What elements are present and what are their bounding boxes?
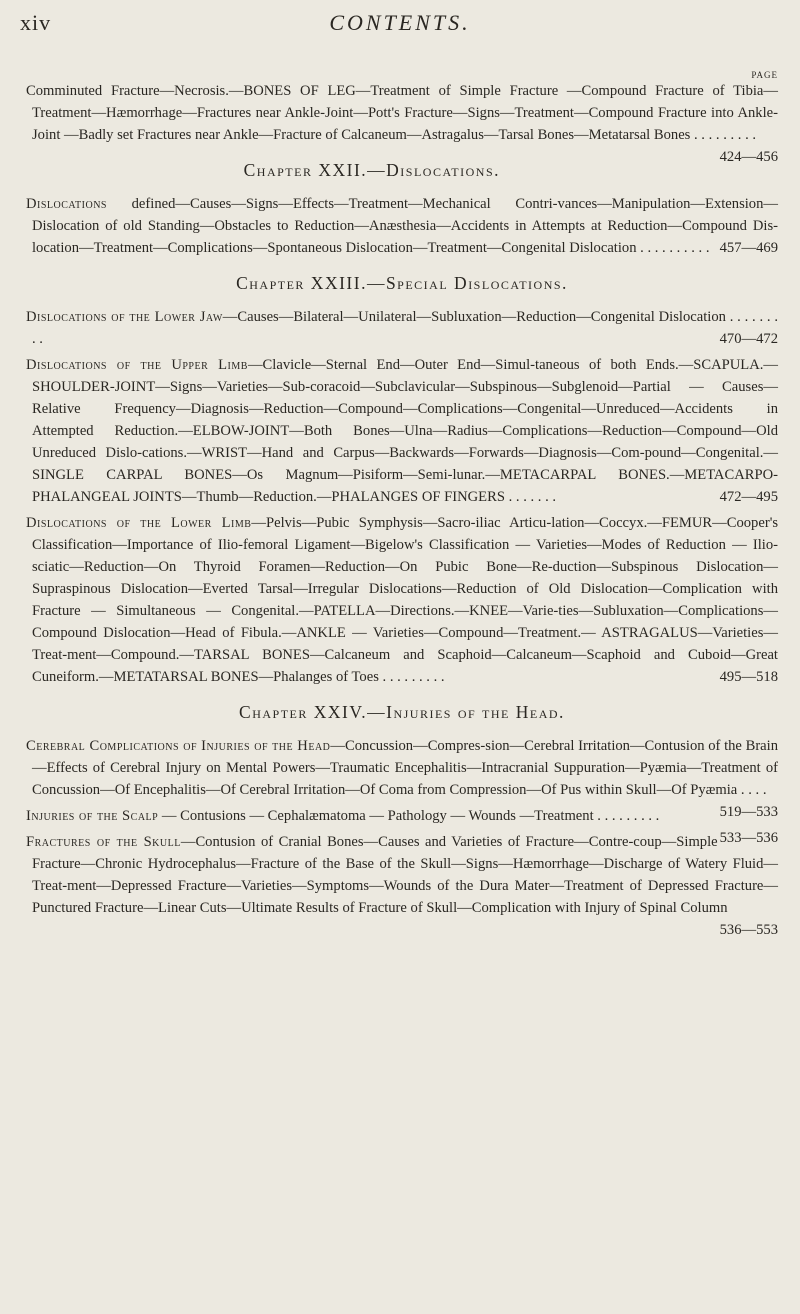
- entry-lead: Dislocations of the Lower Jaw: [26, 309, 223, 325]
- entry-lead: Dislocations: [26, 196, 107, 212]
- chapter-heading-23: Chapter XXIII.—Special Dislocations.: [236, 273, 568, 293]
- entry-pages: 495—518: [719, 669, 778, 685]
- contents-body: [26, 80, 778, 941]
- entry-text: defined—Causes—Signs—Effects—Treatment—Mechanical Contri-vances—Manipulation—Extension—Dislocation of old Standing—Obstacles to Reduction—Anæsthesia—Accidents in Attempts at Reduction—Compound Dis-location—Treatment—Complications—Spontaneous Dislocation—Treatment—Congenital Dislocation . . . . . . . . . .: [32, 196, 778, 256]
- chapter-heading-22: Chapter XXII.—Dislocations.: [243, 160, 500, 180]
- entry-pages: 472—495: [719, 489, 778, 505]
- entry-lead: Dislocations of the Upper Limb: [26, 357, 248, 373]
- entry-pages: 536—553: [719, 922, 778, 938]
- entry-text: — Contusions — Cephalæmatoma — Pathology — Wounds —Treatment . . . . . . . . .: [158, 808, 660, 824]
- entry-pages: 470—472: [719, 331, 778, 347]
- toc-entry-skull: [26, 831, 778, 938]
- entry-text: Comminuted Fracture—Necrosis.—BONES OF LEG—Treatment of Simple Fracture —Compound Fracture of Tibia—Treatment—Hæmorrhage—Fractures near Ankle-Joint—Pott's Fracture—Signs—Treatment—Compound Fracture into Ankle-Joint —Badly set Fractures near Ankle—Fracture of Calcaneum—Astragalus—Tarsal Bones—Metatarsal Bones . . . . . . . . .: [26, 83, 778, 143]
- page-header: [20, 6, 780, 46]
- entry-pages: 424—456: [719, 149, 778, 165]
- chapter-heading-24: Chapter XXIV.—Injuries of the Head.: [239, 702, 565, 722]
- toc-entry-upper-limb: [26, 354, 778, 508]
- entry-lead: Cerebral Complications of Injuries of the Head: [26, 738, 331, 754]
- entry-text: —Contusion of Cranial Bones—Causes and Varieties of Fracture—Contre-coup—Simple Fracture—Chronic Hydrocephalus—Fracture of the Base of the Skull—Signs—Hæmorrhage—Discharge of Watery Fluid—Treat-ment—Depressed Fracture—Varieties—Symptoms—Wounds of the Dura Mater—Treatment of Depressed Fracture—Punctured Fracture—Linear Cuts—Ultimate Results of Fracture of Skull—Complication with Injury of Spinal Column: [32, 834, 778, 916]
- folio-number: xiv: [20, 10, 52, 35]
- toc-entry-lower-jaw: [26, 306, 778, 350]
- entry-lead: Dislocations of the Lower Limb: [26, 515, 252, 531]
- entry-lead: Fractures of the Skull: [26, 834, 181, 850]
- entry-text: —Concussion—Compres-sion—Cerebral Irritation—Contusion of the Brain—Effects of Cerebral Injury on Mental Powers—Traumatic Encephalitis—Intracranial Suppuration—Pyæmia—Treatment of Concussion—Of Encephalitis—Of Cerebral Irritation—Of Coma from Compression—Of Pus within Skull—Of Pyæmia . . . .: [32, 738, 779, 798]
- toc-entry-dislocations: [26, 193, 778, 259]
- page-column-label: PAGE: [751, 70, 778, 80]
- entry-lead: Injuries of the Scalp: [26, 808, 159, 824]
- entry-text: —Pelvis—Pubic Symphysis—Sacro-iliac Articu-lation—Coccyx.—FEMUR—Cooper's Classification—Importance of Ilio-femoral Ligament—Bigelow's Classification — Varieties—Modes of Reduction — Ilio-sciatic—Reduction—On Thyroid Foramen—Reduction—On Pubic Bone—Re-duction—Subspinous Dislocation—Supraspinous Dislocation—Everted Tarsal—Irregular Dislocations—Reduction of Old Dislocation—Complication with Fracture — Simultaneous — Congenital.—PATELLA—Directions.—KNEE—Varie-ties—Subluxation—Complications—Compound Dislocation—Head of Fibula.—ANKLE — Varieties—Compound—Treatment.— ASTRAGALUS—Varieties—Treat-ment—Compound.—TARSAL BONES—Calcaneum and Scaphoid—Calcaneum—Scaphoid and Cuboid—Great Cuneiform.—METATARSAL BONES—Phalanges of Toes . . . . . . . . .: [32, 515, 779, 685]
- entry-pages: 519—533: [719, 804, 778, 820]
- entry-pages: 533—536: [719, 830, 778, 846]
- toc-entry-intro: [26, 80, 778, 165]
- running-title: CONTENTS.: [329, 10, 471, 35]
- toc-entry-lower-limb: [26, 512, 778, 688]
- entry-pages: 457—469: [719, 240, 778, 256]
- entry-text: —Clavicle—Sternal End—Outer End—Simul-taneous of both Ends.—SCAPULA.—SHOULDER-JOINT—Signs—Varieties—Sub-coracoid—Subclavicular—Subspinous—Subglenoid—Partial — Causes—Relative Frequency—Diagnosis—Reduction—Compound—Complications—Congenital—Unreduced—Accidents in Attempted Reduction.—ELBOW-JOINT—Both Bones—Ulna—Radius—Complications—Reduction—Compound—Old Unreduced Dislo-cations.—WRIST—Hand and Carpus—Backwards—Forwards—Diagnosis—Com-pound—Congenital.—SINGLE CARPAL BONES—Os Magnum—Pisiform—Semi-lunar.—METACARPAL BONES.—METACARPO-PHALANGEAL JOINTS—Thumb—Reduction.—PHALANGES OF FINGERS . . . . . . .: [32, 357, 778, 505]
- entry-text: —Causes—Bilateral—Unilateral—Subluxation—Reduction—Congenital Dislocation . . . . . . . . .: [32, 309, 778, 347]
